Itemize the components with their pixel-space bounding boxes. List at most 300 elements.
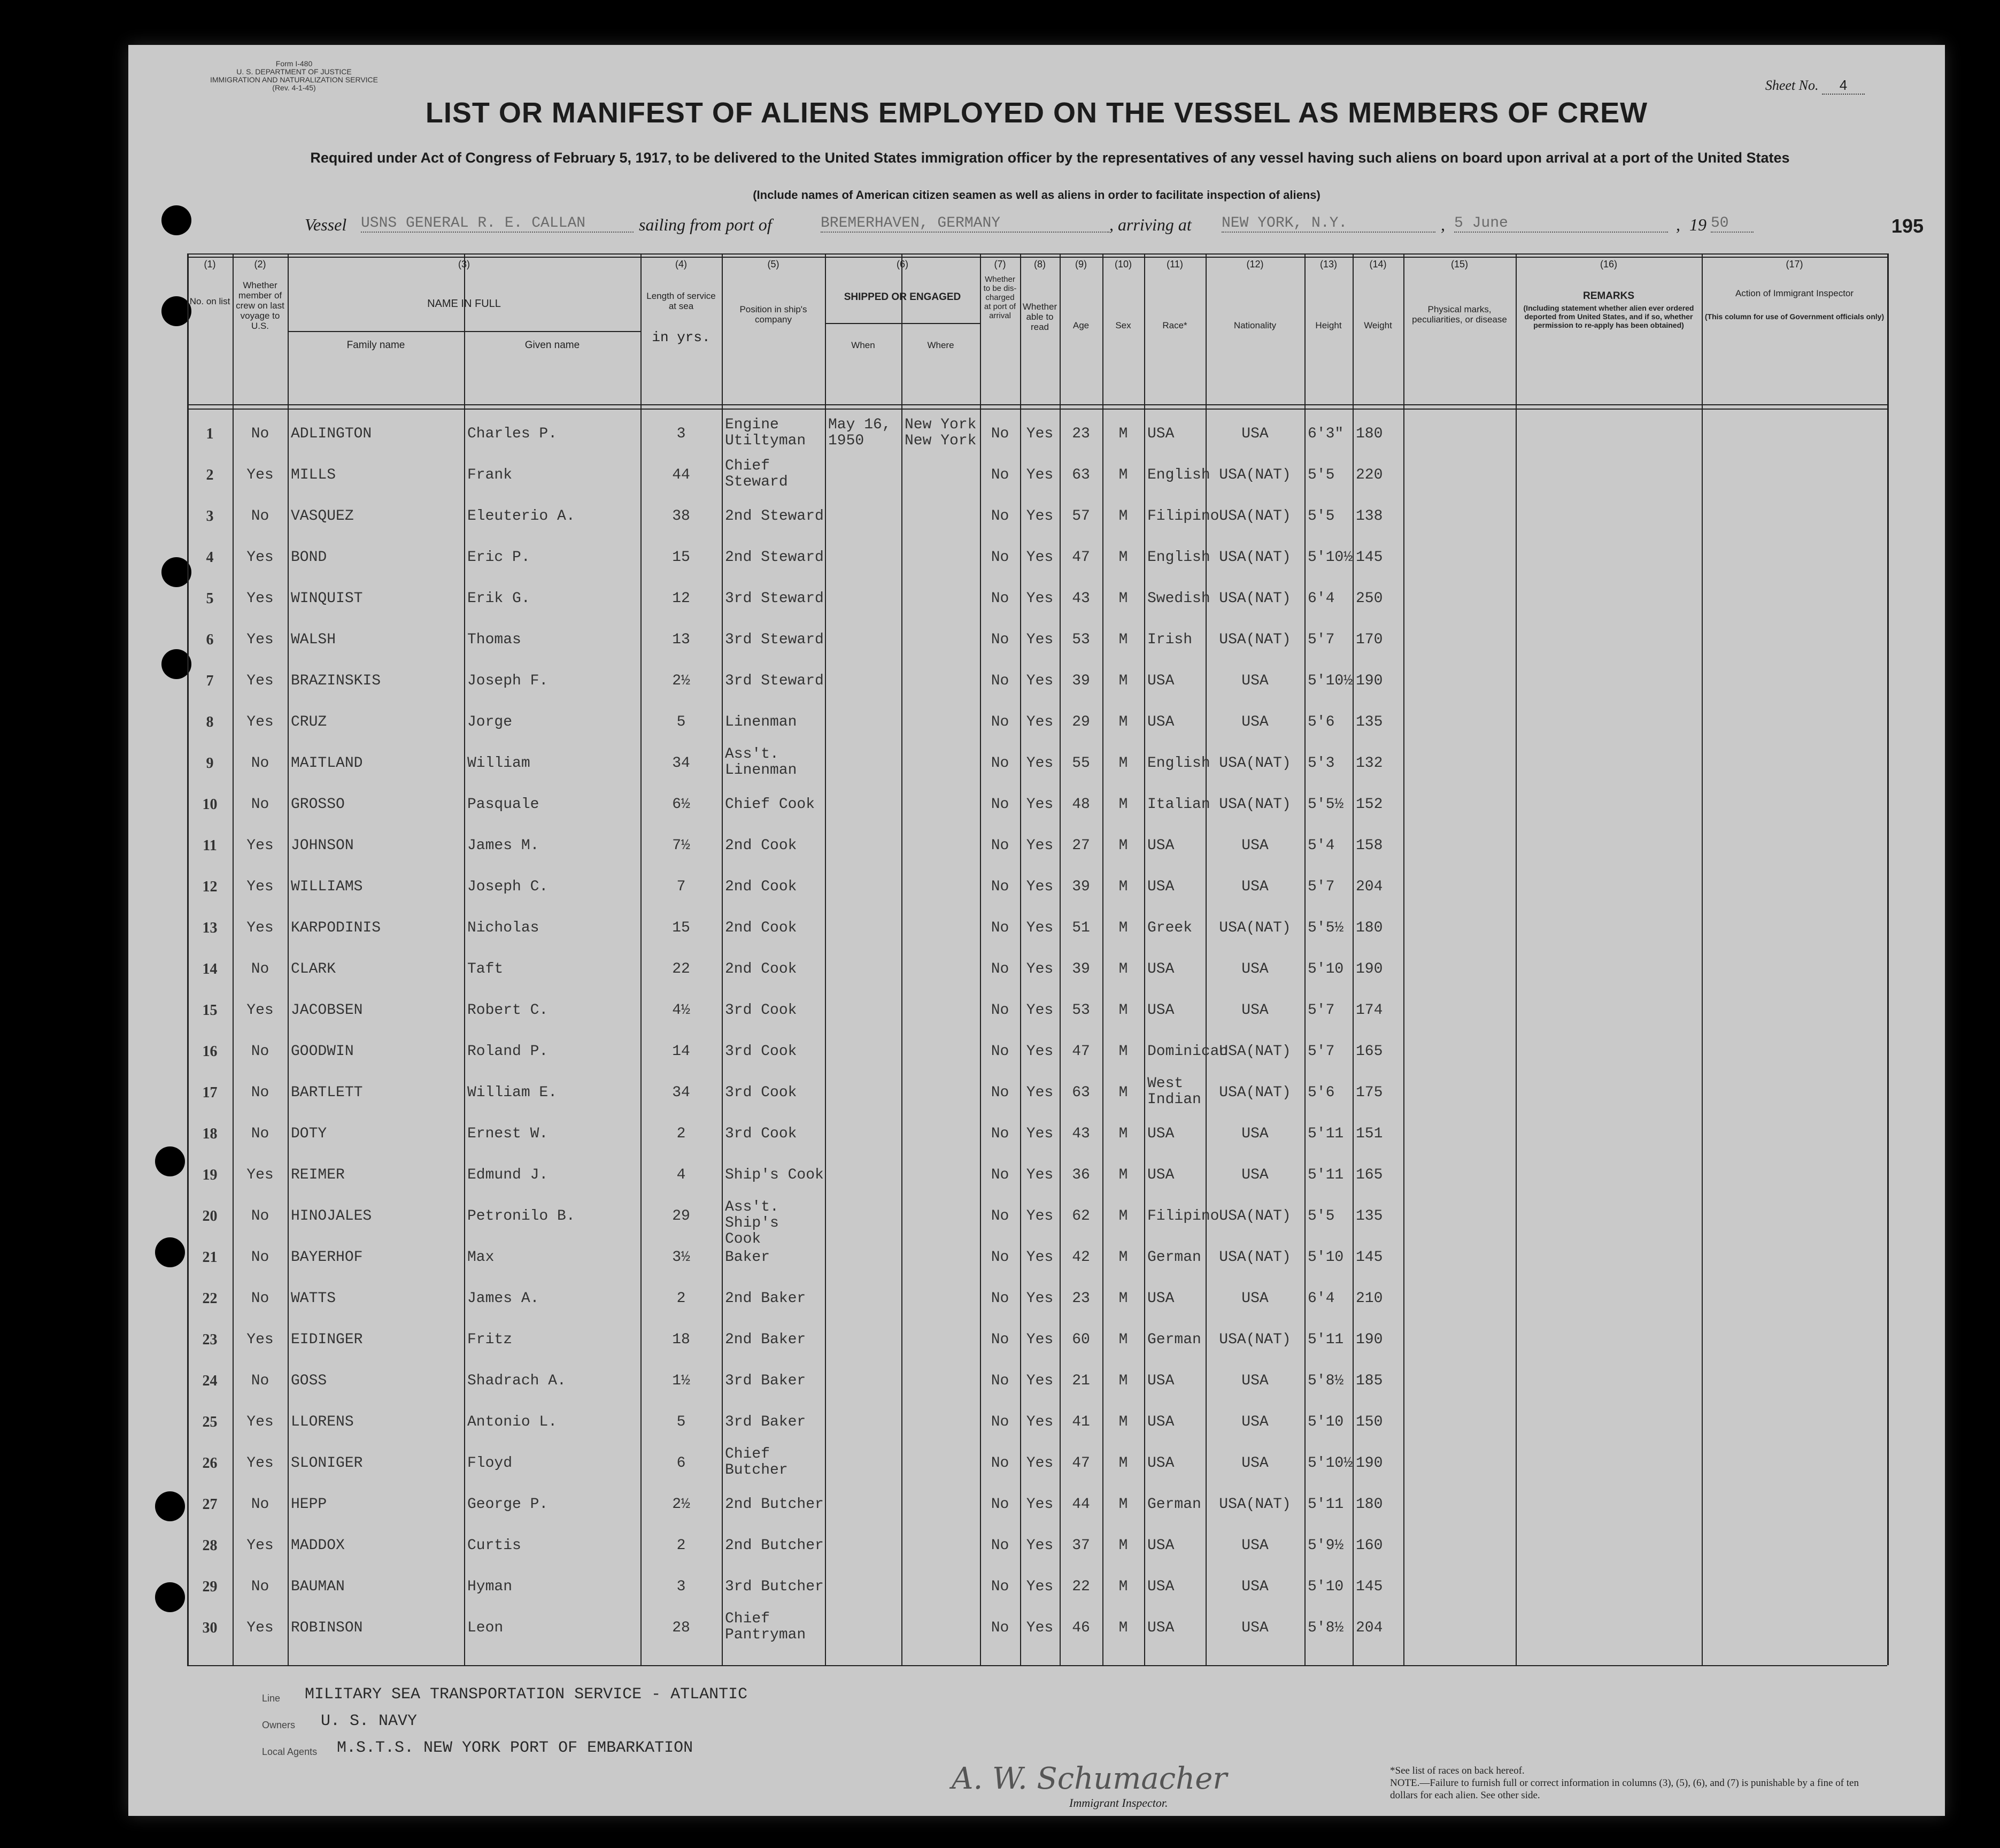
cell-nationality: USA [1241, 1290, 1269, 1307]
cell-length-service: 34 [672, 755, 690, 772]
cell-sex: M [1118, 714, 1128, 730]
row-number: 28 [202, 1537, 218, 1554]
header-remarks-note: (Including statement whether alien ever ordered deported from United States, and if so, whether permission to re-apply has been obtained) [1523, 304, 1694, 329]
year-prefix: 19 [1689, 215, 1706, 234]
cell-height: 5'8½ [1308, 1373, 1344, 1389]
line-label: Line [262, 1693, 281, 1704]
cell-family-name: GROSSO [291, 796, 345, 813]
cell-age: 22 [1072, 1578, 1090, 1595]
cell-height: 5'10 [1308, 1414, 1344, 1430]
cell-given-name: Eric P. [467, 549, 530, 566]
header-discharged: Whether to be dis-charged at port of arrival [983, 275, 1017, 320]
cell-nationality: USA(NAT) [1219, 1331, 1291, 1348]
cell-sex: M [1118, 879, 1128, 895]
cell-sex: M [1118, 1455, 1128, 1472]
footnote-penalty: NOTE.—Failure to furnish full or correct information in columns (3), (5), (6), and (7) is punishable by a fine of ten dollars for each alien. See other side. [1390, 1777, 1859, 1801]
cell-position: 3rd Cook [725, 1084, 797, 1101]
cell-member-last-voyage: No [251, 1578, 269, 1595]
row-number: 30 [202, 1620, 218, 1636]
row-number: 17 [202, 1084, 218, 1101]
row-number: 26 [202, 1455, 218, 1472]
cell-height: 6'4 [1308, 590, 1335, 607]
cell-position: Engine Utiltyman [725, 417, 806, 449]
cell-shipped-when: May 16, 1950 [828, 417, 891, 449]
cell-discharged: No [991, 837, 1009, 854]
header-where: Where [927, 340, 954, 350]
cell-weight: 175 [1356, 1084, 1383, 1101]
cell-nationality: USA(NAT) [1219, 632, 1291, 648]
cell-family-name: VASQUEZ [291, 508, 354, 525]
header-divider [901, 323, 902, 404]
cell-nationality: USA(NAT) [1219, 467, 1291, 483]
cell-position: Chief Steward [725, 458, 788, 490]
table-column-rule [1353, 253, 1354, 1665]
cell-member-last-voyage: Yes [246, 920, 274, 936]
cell-length-service: 5 [676, 714, 686, 730]
row-number: 20 [202, 1208, 218, 1225]
cell-family-name: GOSS [291, 1373, 327, 1389]
cell-race: USA [1147, 426, 1175, 442]
cell-member-last-voyage: Yes [246, 837, 274, 854]
cell-able-read: Yes [1026, 837, 1054, 854]
cell-given-name: Taft [467, 961, 504, 977]
cell-length-service: 28 [672, 1620, 690, 1636]
cell-height: 5'10½ [1308, 673, 1353, 689]
cell-family-name: BRAZINSKIS [291, 673, 381, 689]
column-number: (9) [1075, 259, 1087, 270]
cell-position: 2nd Baker [725, 1290, 806, 1307]
row-number: 10 [202, 796, 218, 813]
cell-discharged: No [991, 1373, 1009, 1389]
cell-discharged: No [991, 796, 1009, 813]
cell-nationality: USA(NAT) [1219, 508, 1291, 525]
cell-weight: 160 [1356, 1537, 1383, 1554]
cell-race: English [1147, 549, 1210, 566]
cell-length-service: 22 [672, 961, 690, 977]
form-identifier [203, 60, 385, 92]
arriving-port: NEW YORK, N.Y. [1222, 215, 1435, 233]
cell-given-name: Joseph C. [467, 879, 549, 895]
header-shipped-engaged: SHIPPED OR ENGAGED [844, 291, 961, 303]
header-when: When [851, 340, 875, 350]
cell-position: 3rd Butcher [725, 1578, 824, 1595]
cell-able-read: Yes [1026, 1578, 1054, 1595]
cell-nationality: USA [1241, 1373, 1269, 1389]
cell-position: 2nd Cook [725, 920, 797, 936]
cell-sex: M [1118, 920, 1128, 936]
row-number: 11 [203, 837, 217, 854]
sheet-number [1765, 77, 1865, 95]
cell-able-read: Yes [1026, 714, 1054, 730]
cell-member-last-voyage: No [251, 961, 269, 977]
cell-age: 63 [1072, 467, 1090, 483]
cell-sex: M [1118, 590, 1128, 607]
header-age: Age [1072, 320, 1090, 330]
cell-sex: M [1118, 1331, 1128, 1348]
footnote-races: *See list of races on back hereof. [1390, 1765, 1525, 1776]
cell-age: 21 [1072, 1373, 1090, 1389]
cell-able-read: Yes [1026, 1249, 1054, 1266]
cell-given-name: Charles P. [467, 426, 558, 442]
cell-member-last-voyage: No [251, 426, 269, 442]
cell-able-read: Yes [1026, 1043, 1054, 1060]
cell-nationality: USA [1241, 714, 1269, 730]
cell-race: USA [1147, 1455, 1175, 1472]
cell-sex: M [1118, 549, 1128, 566]
cell-member-last-voyage: Yes [246, 1002, 274, 1019]
cell-weight: 190 [1356, 961, 1383, 977]
table-row-rule [187, 257, 1887, 258]
cell-family-name: ADLINGTON [291, 426, 372, 442]
cell-family-name: ROBINSON [291, 1620, 363, 1636]
cell-discharged: No [991, 755, 1009, 772]
cell-position: 2nd Butcher [725, 1496, 824, 1513]
cell-given-name: Erik G. [467, 590, 530, 607]
cell-given-name: Max [467, 1249, 495, 1266]
page-subtitle: Required under Act of Congress of February 5, 1917, to be delivered to the United States immigration officer by the representatives of any vessel having such aliens on board upon arrival at a port of the United States [310, 150, 1790, 166]
cell-height: 5'4 [1308, 837, 1335, 854]
table-column-rule [722, 253, 723, 1665]
cell-discharged: No [991, 879, 1009, 895]
cell-age: 27 [1072, 837, 1090, 854]
cell-family-name: DOTY [291, 1126, 327, 1142]
form-number: Form I-480 [275, 59, 313, 68]
cell-family-name: CRUZ [291, 714, 327, 730]
row-number: 27 [202, 1496, 218, 1513]
cell-weight: 204 [1356, 1620, 1383, 1636]
cell-family-name: BAYERHOF [291, 1249, 363, 1266]
cell-age: 47 [1072, 1043, 1090, 1060]
table-column-rule [640, 253, 642, 1665]
cell-height: 5'10 [1308, 1578, 1344, 1595]
cell-sex: M [1118, 1373, 1128, 1389]
cell-age: 53 [1072, 1002, 1090, 1019]
crew-table [187, 253, 1887, 1665]
vessel-line: Vessel USNS GENERAL R. E. CALLAN sailing from port of BREMERHAVEN, GERMANY , arriving at NEW YORK, N.Y. , 5 June , 19 50 [305, 215, 1919, 242]
cell-nationality: USA [1241, 1414, 1269, 1430]
punch-hole [155, 1237, 185, 1267]
cell-given-name: Leon [467, 1620, 504, 1636]
cell-height: 5'11 [1308, 1496, 1344, 1513]
cell-height: 5'5 [1308, 1208, 1335, 1225]
cell-member-last-voyage: No [251, 1249, 269, 1266]
cell-height: 5'10½ [1308, 1455, 1353, 1472]
cell-family-name: REIMER [291, 1167, 345, 1183]
header-family-name: Family name [346, 340, 405, 351]
cell-family-name: LLORENS [291, 1414, 354, 1430]
cell-able-read: Yes [1026, 796, 1054, 813]
cell-age: 39 [1072, 961, 1090, 977]
cell-sex: M [1118, 1249, 1128, 1266]
cell-length-service: 7 [676, 879, 686, 895]
cell-height: 5'7 [1308, 632, 1335, 648]
cell-age: 39 [1072, 673, 1090, 689]
sailing-port: BREMERHAVEN, GERMANY [821, 215, 1109, 233]
cell-given-name: Petronilo B. [467, 1208, 575, 1225]
cell-race: USA [1147, 1537, 1175, 1554]
page-subnote: (Include names of American citizen seamen as well as aliens in order to facilitate inspection of aliens) [753, 188, 1321, 202]
cell-race: English [1147, 467, 1210, 483]
punch-hole [155, 1491, 185, 1521]
cell-given-name: Thomas [467, 632, 521, 648]
cell-discharged: No [991, 467, 1009, 483]
cell-able-read: Yes [1026, 755, 1054, 772]
cell-sex: M [1118, 467, 1128, 483]
cell-age: 36 [1072, 1167, 1090, 1183]
cell-family-name: MADDOX [291, 1537, 345, 1554]
cell-given-name: Floyd [467, 1455, 513, 1472]
cell-race: German [1147, 1331, 1201, 1348]
column-number: (3) [458, 259, 470, 270]
cell-sex: M [1118, 632, 1128, 648]
cell-length-service: 6½ [672, 796, 690, 813]
cell-sex: M [1118, 1414, 1128, 1430]
cell-family-name: BOND [291, 549, 327, 566]
row-number: 14 [202, 961, 218, 977]
cell-nationality: USA(NAT) [1219, 1084, 1291, 1101]
cell-sex: M [1118, 1208, 1128, 1225]
cell-member-last-voyage: No [251, 1208, 269, 1225]
cell-given-name: Robert C. [467, 1002, 549, 1019]
cell-weight: 180 [1356, 1496, 1383, 1513]
cell-age: 43 [1072, 1126, 1090, 1142]
row-number: 23 [202, 1331, 218, 1348]
cell-nationality: USA [1241, 1537, 1269, 1554]
cell-able-read: Yes [1026, 1537, 1054, 1554]
cell-race: USA [1147, 1167, 1175, 1183]
cell-age: 53 [1072, 632, 1090, 648]
cell-member-last-voyage: No [251, 508, 269, 525]
cell-age: 63 [1072, 1084, 1090, 1101]
cell-age: 46 [1072, 1620, 1090, 1636]
cell-family-name: BAUMAN [291, 1578, 345, 1595]
cell-sex: M [1118, 1002, 1128, 1019]
cell-family-name: WINQUIST [291, 590, 363, 607]
cell-family-name: JOHNSON [291, 837, 354, 854]
cell-nationality: USA(NAT) [1219, 796, 1291, 813]
row-number: 15 [202, 1002, 218, 1019]
cell-length-service: 3 [676, 1578, 686, 1595]
cell-nationality: USA [1241, 673, 1269, 689]
cell-discharged: No [991, 1002, 1009, 1019]
header-height: Height [1315, 320, 1342, 330]
cell-position: Baker [725, 1249, 770, 1266]
cell-given-name: Eleuterio A. [467, 508, 575, 525]
cell-race: USA [1147, 837, 1175, 854]
cell-length-service: 7½ [672, 837, 690, 854]
cell-height: 5'3 [1308, 755, 1335, 772]
cell-sex: M [1118, 426, 1128, 442]
punch-hole [155, 1582, 185, 1612]
cell-position: 3rd Cook [725, 1126, 797, 1142]
header-nationality: Nationality [1233, 320, 1277, 330]
column-number: (10) [1114, 259, 1132, 270]
row-number: 25 [202, 1414, 218, 1430]
cell-position: 2nd Steward [725, 508, 824, 525]
header-member-last-voyage: Whether member of crew on last voyage to U.S. [236, 280, 284, 331]
cell-sex: M [1118, 1620, 1128, 1636]
cell-nationality: USA [1241, 879, 1269, 895]
cell-age: 39 [1072, 879, 1090, 895]
table-column-rule [980, 253, 981, 1665]
cell-given-name: Shadrach A. [467, 1373, 566, 1389]
header-weight: Weight [1364, 320, 1392, 330]
service: IMMIGRATION AND NATURALIZATION SERVICE [210, 75, 378, 84]
column-number: (17) [1786, 259, 1803, 270]
column-number: (16) [1600, 259, 1617, 270]
cell-length-service: 12 [672, 590, 690, 607]
cell-sex: M [1118, 1126, 1128, 1142]
cell-position: 3rd Steward [725, 590, 824, 607]
table-column-rule [1206, 253, 1207, 1665]
cell-able-read: Yes [1026, 1331, 1054, 1348]
cell-sex: M [1118, 961, 1128, 977]
cell-weight: 180 [1356, 426, 1383, 442]
header-length-unit: in yrs. [652, 329, 711, 345]
cell-weight: 165 [1356, 1043, 1383, 1060]
agents-label: Local Agents [262, 1746, 318, 1757]
cell-position: 3rd Cook [725, 1002, 797, 1019]
cell-age: 44 [1072, 1496, 1090, 1513]
cell-given-name: James M. [467, 837, 539, 854]
cell-family-name: HINOJALES [291, 1208, 372, 1225]
cell-able-read: Yes [1026, 1208, 1054, 1225]
manifest-footer [192, 1681, 1903, 1810]
cell-length-service: 5 [676, 1414, 686, 1430]
cell-nationality: USA(NAT) [1219, 1496, 1291, 1513]
cell-able-read: Yes [1026, 426, 1054, 442]
cell-family-name: KARPODINIS [291, 920, 381, 936]
cell-member-last-voyage: Yes [246, 1331, 274, 1348]
cell-nationality: USA [1241, 1620, 1269, 1636]
signature-caption: Immigrant Inspector. [1069, 1796, 1168, 1810]
cell-member-last-voyage: No [251, 755, 269, 772]
row-number: 13 [202, 920, 218, 936]
inspector-signature: A. W. Schumacher [952, 1761, 1227, 1796]
cell-age: 29 [1072, 714, 1090, 730]
cell-able-read: Yes [1026, 632, 1054, 648]
table-column-rule [825, 253, 826, 1665]
header-no-on-list: No. on list [189, 296, 230, 306]
cell-weight: 135 [1356, 714, 1383, 730]
cell-nationality: USA [1241, 961, 1269, 977]
agents-value: M.S.T.S. NEW YORK PORT OF EMBARKATION [337, 1739, 693, 1757]
cell-height: 6'4 [1308, 1290, 1335, 1307]
cell-age: 37 [1072, 1537, 1090, 1554]
revision: (Rev. 4-1-45) [272, 83, 316, 92]
cell-age: 62 [1072, 1208, 1090, 1225]
cell-sex: M [1118, 1167, 1128, 1183]
cell-given-name: Edmund J. [467, 1167, 549, 1183]
table-column-rule [1702, 253, 1703, 1665]
cell-race: Swedish [1147, 590, 1210, 607]
cell-position: Linenman [725, 714, 797, 730]
cell-weight: 145 [1356, 1578, 1383, 1595]
cell-weight: 170 [1356, 632, 1383, 648]
cell-member-last-voyage: Yes [246, 1455, 274, 1472]
cell-height: 5'10½ [1308, 549, 1353, 566]
cell-race: USA [1147, 1126, 1175, 1142]
table-column-rule [901, 253, 902, 1665]
cell-position: 3rd Cook [725, 1043, 797, 1060]
cell-discharged: No [991, 1208, 1009, 1225]
cell-height: 5'7 [1308, 1002, 1335, 1019]
cell-length-service: 1½ [672, 1373, 690, 1389]
cell-weight: 250 [1356, 590, 1383, 607]
row-number: 19 [202, 1167, 218, 1183]
cell-position: Ass't. Ship's Cook [725, 1199, 779, 1248]
cell-weight: 165 [1356, 1167, 1383, 1183]
header-physical-marks: Physical marks, peculiarities, or disease [1412, 304, 1507, 325]
cell-race: USA [1147, 1578, 1175, 1595]
cell-height: 5'11 [1308, 1331, 1344, 1348]
cell-nationality: USA [1241, 1002, 1269, 1019]
cell-discharged: No [991, 1043, 1009, 1060]
cell-height: 5'5½ [1308, 796, 1344, 813]
row-number: 4 [206, 549, 214, 566]
cell-race: Italian [1147, 796, 1210, 813]
cell-weight: 145 [1356, 549, 1383, 566]
cell-member-last-voyage: Yes [246, 714, 274, 730]
vessel-label: Vessel [305, 215, 347, 234]
cell-age: 47 [1072, 1455, 1090, 1472]
cell-nationality: USA(NAT) [1219, 1208, 1291, 1225]
cell-discharged: No [991, 1537, 1009, 1554]
cell-member-last-voyage: Yes [246, 879, 274, 895]
cell-age: 48 [1072, 796, 1090, 813]
cell-position: 2nd Baker [725, 1331, 806, 1348]
cell-able-read: Yes [1026, 920, 1054, 936]
cell-age: 47 [1072, 549, 1090, 566]
cell-race: USA [1147, 1290, 1175, 1307]
cell-race: Irish [1147, 632, 1193, 648]
cell-nationality: USA [1241, 1578, 1269, 1595]
cell-sex: M [1118, 508, 1128, 525]
cell-length-service: 2 [676, 1537, 686, 1554]
cell-race: German [1147, 1249, 1201, 1266]
cell-position: 2nd Cook [725, 961, 797, 977]
arrival-date: 5 June [1454, 215, 1668, 233]
column-number: (1) [204, 259, 216, 270]
cell-height: 5'8½ [1308, 1620, 1344, 1636]
header-divider [464, 331, 465, 404]
cell-member-last-voyage: Yes [246, 632, 274, 648]
cell-age: 42 [1072, 1249, 1090, 1266]
row-number: 18 [202, 1126, 218, 1142]
column-number: (7) [994, 259, 1006, 270]
cell-family-name: HEPP [291, 1496, 327, 1513]
cell-height: 5'6 [1308, 714, 1335, 730]
cell-position: 2nd Cook [725, 837, 797, 854]
cell-race: West Indian [1147, 1075, 1201, 1108]
cell-able-read: Yes [1026, 1084, 1054, 1101]
cell-member-last-voyage: Yes [246, 673, 274, 689]
cell-height: 5'10 [1308, 1249, 1344, 1266]
cell-given-name: Antonio L. [467, 1414, 558, 1430]
cell-nationality: USA [1241, 1455, 1269, 1472]
cell-height: 5'5 [1308, 467, 1335, 483]
cell-able-read: Yes [1026, 467, 1054, 483]
cell-position: Chief Pantryman [725, 1611, 806, 1643]
cell-discharged: No [991, 673, 1009, 689]
column-number: (11) [1167, 259, 1183, 270]
cell-member-last-voyage: No [251, 1290, 269, 1307]
cell-discharged: No [991, 426, 1009, 442]
row-number: 29 [202, 1578, 218, 1595]
cell-nationality: USA(NAT) [1219, 549, 1291, 566]
cell-discharged: No [991, 1455, 1009, 1472]
cell-age: 55 [1072, 755, 1090, 772]
